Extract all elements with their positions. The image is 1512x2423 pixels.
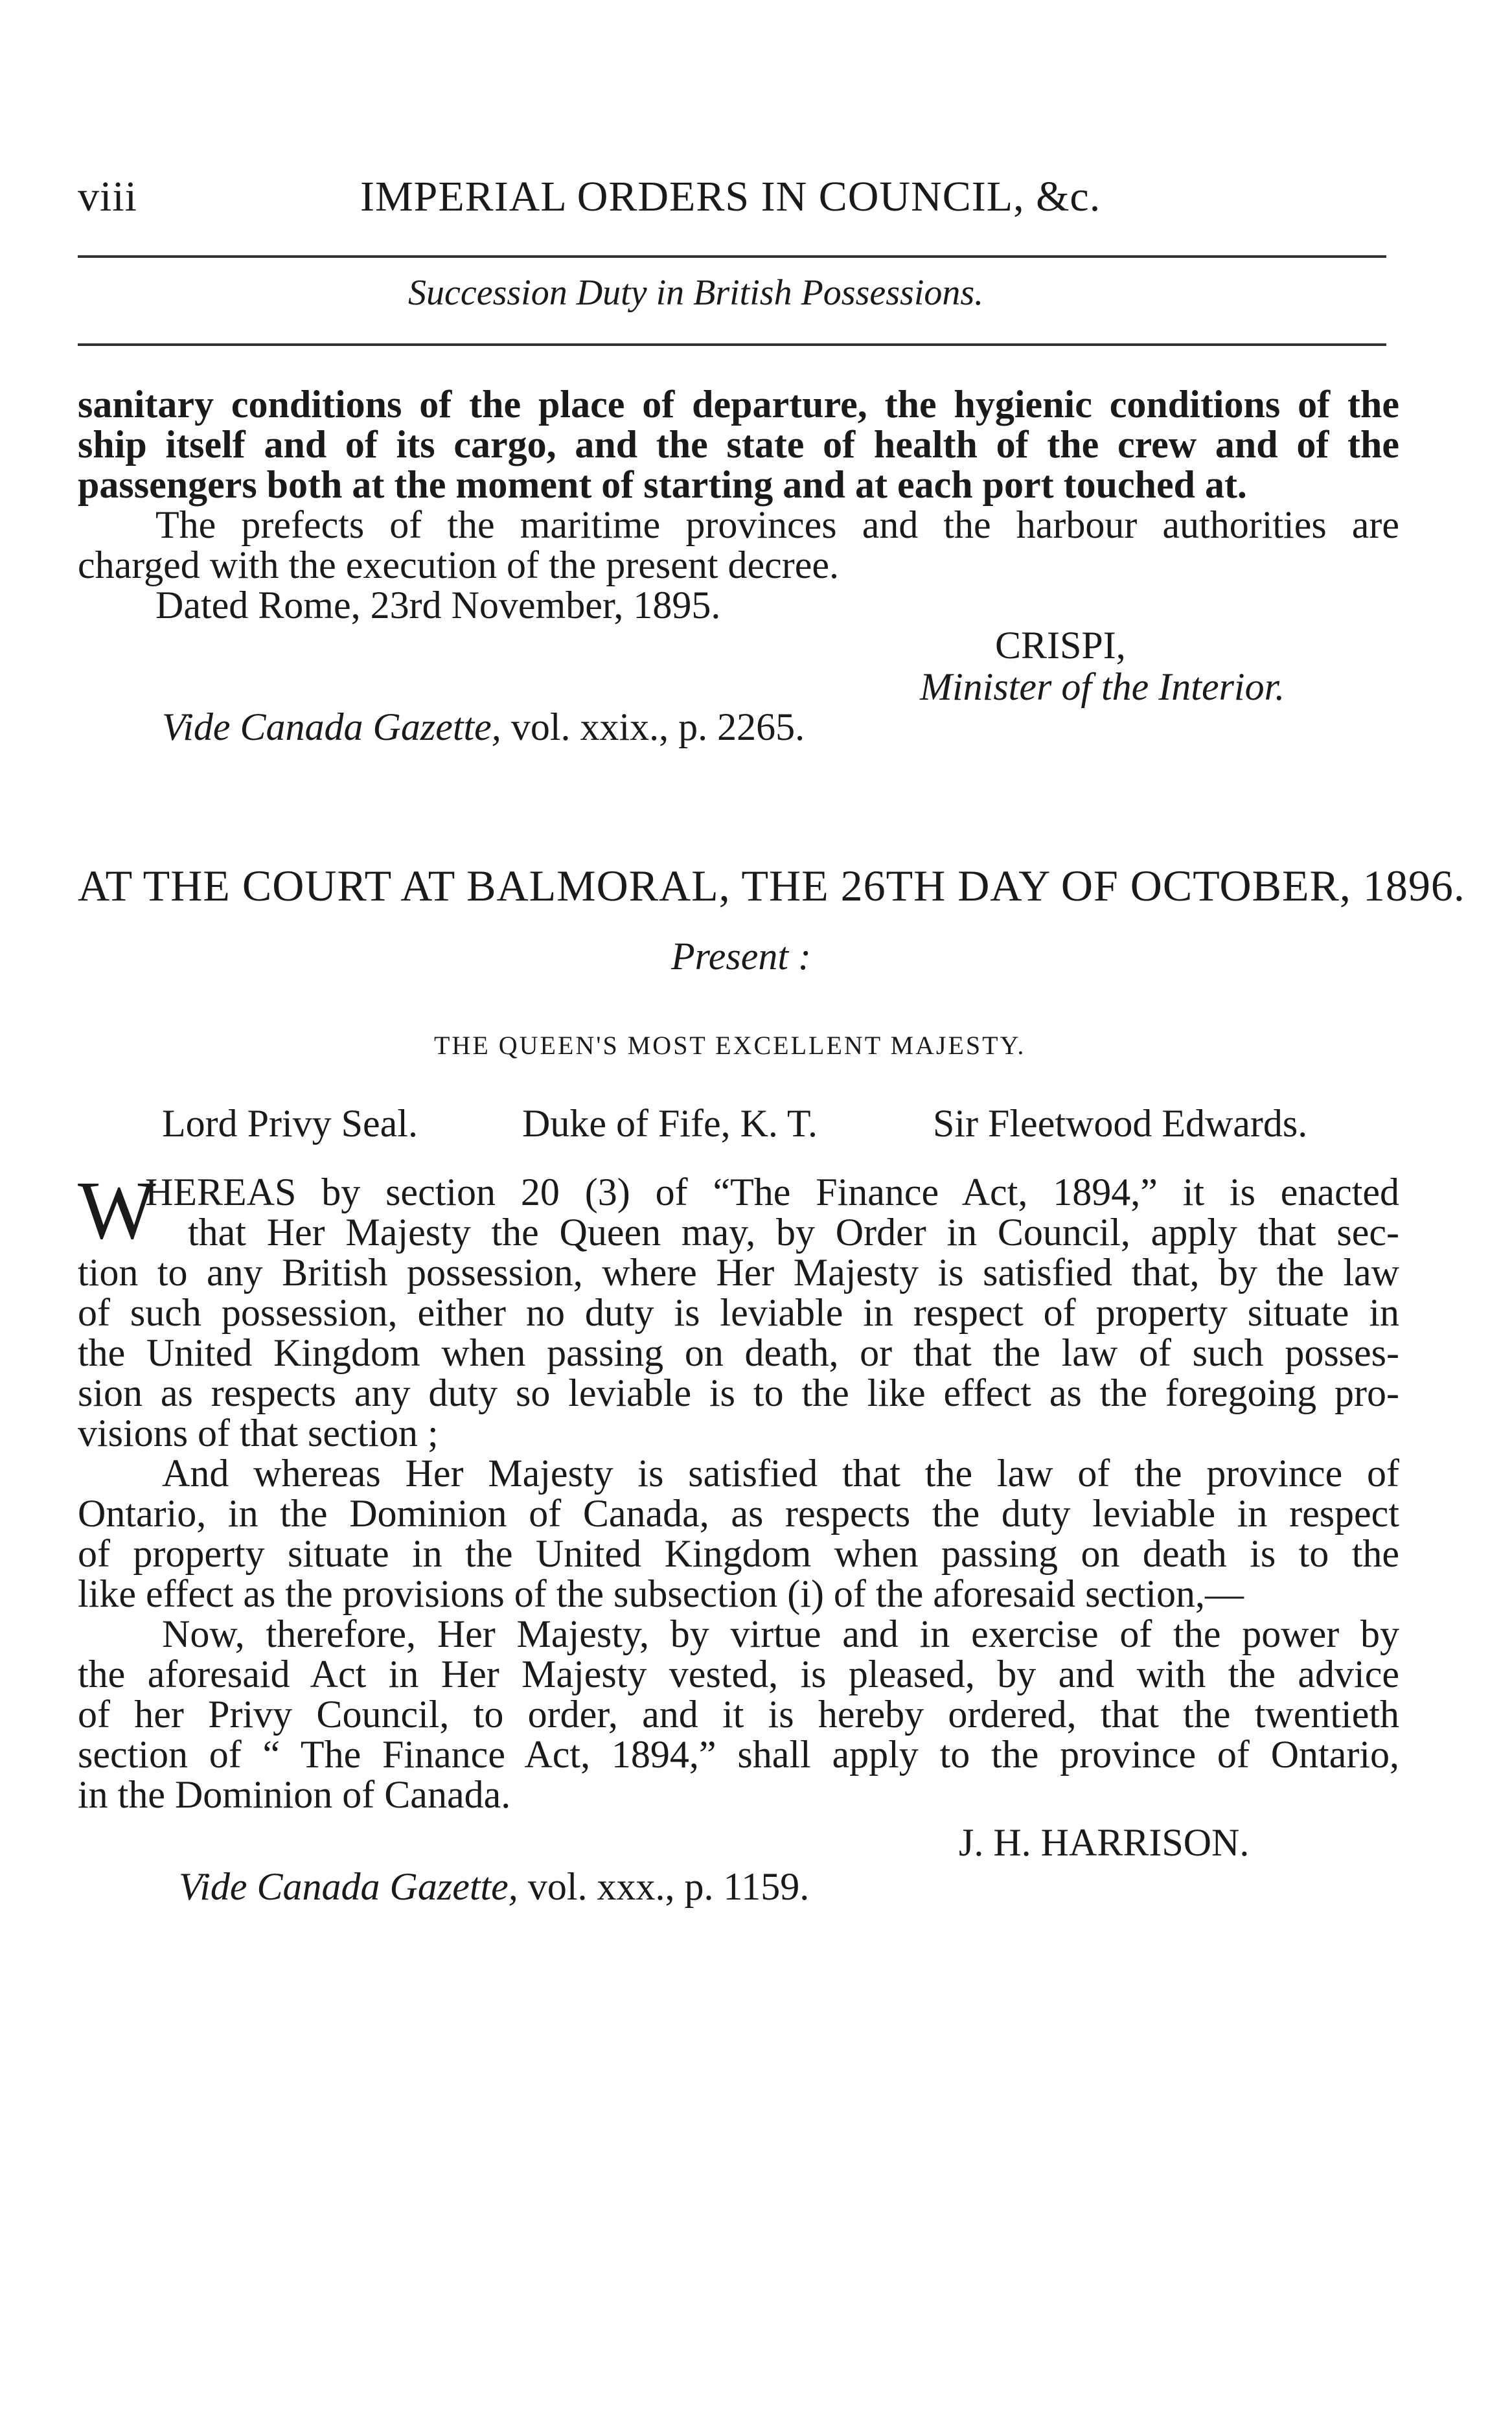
header-rule-top bbox=[78, 255, 1386, 258]
drop-cap: W bbox=[78, 1164, 156, 1256]
text-line: HEREAS by section 20 (3) of “The Finance Act, 1894,” it is enacted bbox=[145, 1171, 1399, 1213]
citation-source: Vide Canada Gazette, bbox=[179, 1865, 518, 1908]
text-line: the United Kingdom when passing on death, or that the law of such posses- bbox=[78, 1331, 1399, 1374]
decree-citation bbox=[162, 707, 805, 746]
order-citation bbox=[179, 1867, 809, 1906]
text-line: of her Privy Council, to order, and it is hereby ordered, that the twentieth bbox=[78, 1693, 1399, 1736]
text-line: section of “ The Finance Act, 1894,” shall apply to the province of Ontario, bbox=[78, 1733, 1399, 1776]
text-line: passengers both at the moment of starting and at each port touched at. bbox=[78, 463, 1247, 506]
section-title: Succession Duty in British Possessions. bbox=[408, 273, 984, 313]
order-signatory: J. H. HARRISON. bbox=[959, 1821, 1250, 1864]
text-line: sion as respects any duty so leviable is to the like effect as the foregoing pro- bbox=[78, 1372, 1399, 1414]
order-paragraph-2 bbox=[78, 1454, 1399, 1614]
running-title: IMPERIAL ORDERS IN COUNCIL, &c. bbox=[360, 173, 1101, 220]
text-line: the aforesaid Act in Her Majesty vested, is pleased, by and with the advice bbox=[78, 1653, 1399, 1695]
present-label: Present : bbox=[671, 935, 812, 978]
text-line: in the Dominion of Canada. bbox=[78, 1773, 511, 1816]
court-heading: AT THE COURT AT BALMORAL, THE 26TH DAY OF OCTOBER, 1896. bbox=[78, 861, 1465, 910]
attendee-duke-of-fife: Duke of Fife, K. T. bbox=[522, 1102, 818, 1145]
text-line: charged with the execution of the present decree. bbox=[78, 544, 840, 586]
order-paragraph-3 bbox=[78, 1614, 1399, 1815]
citation-reference: vol. xxix., p. 2265. bbox=[501, 706, 805, 748]
text-line: Ontario, in the Dominion of Canada, as respects the duty leviable in respect bbox=[78, 1492, 1399, 1535]
text-line: like effect as the provisions of the subsection (i) of the aforesaid section,— bbox=[78, 1572, 1244, 1615]
citation-reference: vol. xxx., p. 1159. bbox=[518, 1865, 810, 1908]
decree-date: Dated Rome, 23rd November, 1895. bbox=[155, 584, 721, 626]
text-line: The prefects of the maritime provinces and the harbour authorities are bbox=[155, 503, 1399, 546]
decree-signatory: CRISPI, bbox=[995, 624, 1126, 667]
majesty-line: THE QUEEN'S MOST EXCELLENT MAJESTY. bbox=[434, 1031, 1026, 1060]
text-line: Now, therefore, Her Majesty, by virtue and in exercise of the power by bbox=[162, 1613, 1399, 1655]
text-line: that Her Majesty the Queen may, by Order in Council, apply that sec- bbox=[188, 1211, 1399, 1254]
text-line: And whereas Her Majesty is satisfied that the law of the province of bbox=[162, 1452, 1399, 1495]
attendee-fleetwood-edwards: Sir Fleetwood Edwards. bbox=[933, 1102, 1308, 1145]
text-line: of property situate in the United Kingdom when passing on death is to the bbox=[78, 1532, 1399, 1575]
header-rule-bottom bbox=[78, 343, 1386, 346]
page-number: viii bbox=[78, 173, 138, 220]
decree-paragraph-1 bbox=[78, 385, 1399, 505]
text-line: ship itself and of its cargo, and the state of health of the crew and of the bbox=[78, 423, 1399, 466]
order-paragraph-1 bbox=[78, 1173, 1399, 1454]
text-line: tion to any British possession, where Her Majesty is satisfied that, by the law bbox=[78, 1251, 1399, 1294]
text-line: visions of that section ; bbox=[78, 1412, 439, 1454]
decree-paragraph-2 bbox=[78, 505, 1399, 586]
text-line: of such possession, either no duty is leviable in respect of property situate in bbox=[78, 1291, 1399, 1334]
text-line: sanitary conditions of the place of departure, the hygienic conditions of the bbox=[78, 383, 1399, 426]
decree-signatory-title: Minister of the Interior. bbox=[920, 665, 1285, 708]
attendee-lord-privy-seal: Lord Privy Seal. bbox=[162, 1102, 418, 1145]
citation-source: Vide Canada Gazette, bbox=[162, 706, 501, 748]
